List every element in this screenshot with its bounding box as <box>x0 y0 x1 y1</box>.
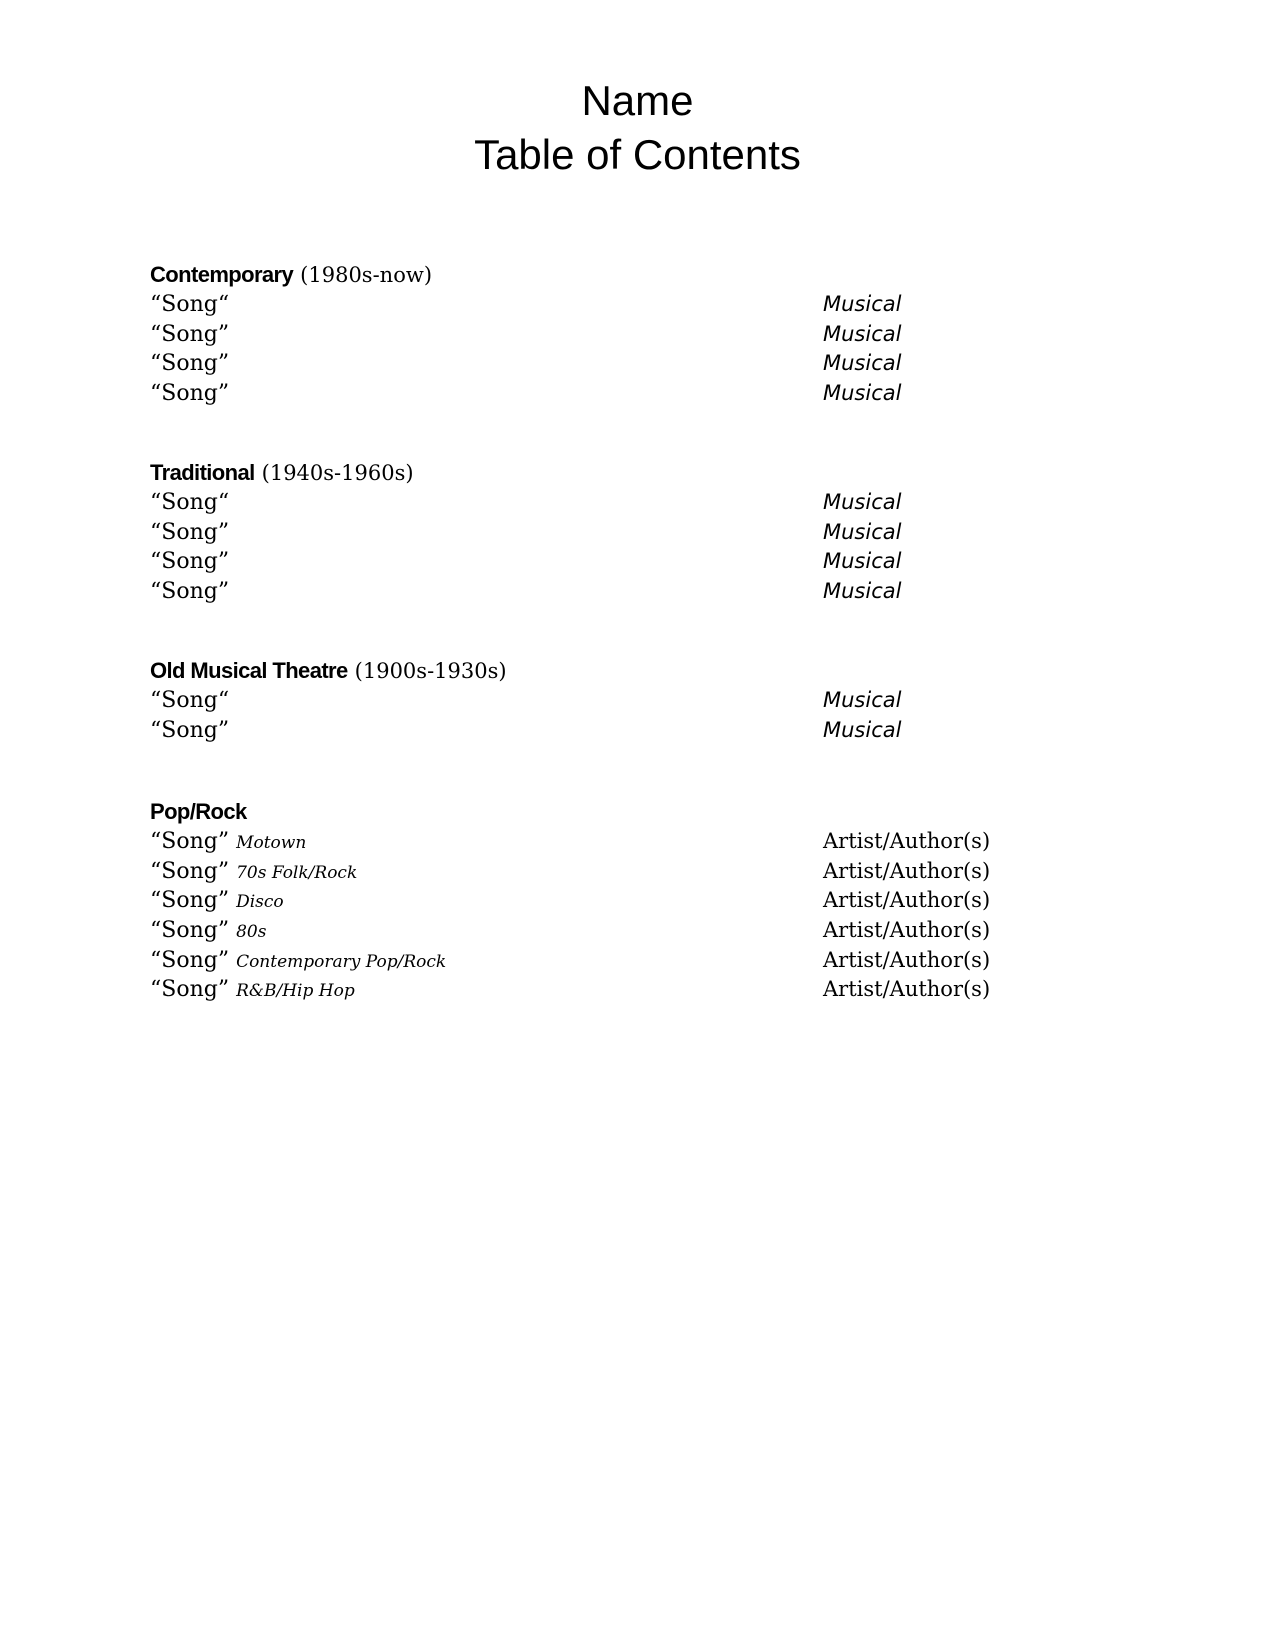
genre-label: Motown <box>236 833 307 853</box>
song-title: “Song” <box>150 519 230 545</box>
musical-name: Musical <box>823 381 902 406</box>
section-title: Traditional <box>150 460 255 485</box>
song-cell <box>150 886 284 918</box>
song-entry <box>150 857 1150 887</box>
page-title: Table of Contents <box>474 131 801 178</box>
song-title: “Song” <box>150 717 230 743</box>
musical-name: Musical <box>823 717 902 742</box>
song-entry <box>150 827 1150 857</box>
section-traditional <box>150 458 1150 607</box>
artist-name: Artist/Author(s) <box>823 858 991 883</box>
song-title: “Song” <box>150 829 230 854</box>
section-title: Pop/Rock <box>150 799 247 824</box>
musical-name: Musical <box>823 292 902 316</box>
song-entry <box>150 946 1150 976</box>
musical-name: Musical <box>823 490 902 514</box>
artist-name: Artist/Author(s) <box>823 918 991 943</box>
song-title: “Song“ <box>150 490 230 515</box>
song-entry <box>150 716 1150 746</box>
song-entry <box>150 916 1150 946</box>
song-cell <box>150 857 357 889</box>
section-range: (1980s-now) <box>300 263 433 287</box>
musical-name: Musical <box>823 519 902 544</box>
genre-label: 80s <box>236 922 267 943</box>
musical-name: Musical <box>823 321 902 346</box>
section-range: (1900s-1930s) <box>354 659 507 683</box>
musical-name: Musical <box>823 579 902 604</box>
song-entry <box>150 547 1150 577</box>
artist-name: Artist/Author(s) <box>823 977 991 1002</box>
song-entry <box>150 975 1150 1005</box>
song-entry <box>150 886 1150 916</box>
section-contemporary <box>150 260 1150 409</box>
song-entry <box>150 349 1150 379</box>
song-entry <box>150 518 1150 548</box>
song-title: “Song“ <box>150 292 230 317</box>
musical-name: Musical <box>823 549 902 574</box>
genre-label: Disco <box>236 892 284 913</box>
song-entry <box>150 320 1150 350</box>
song-entry <box>150 577 1150 607</box>
musical-name: Musical <box>823 351 902 376</box>
song-entry <box>150 379 1150 409</box>
author-name: Name <box>581 77 694 124</box>
song-title: “Song” <box>150 858 230 884</box>
song-entry <box>150 488 1150 518</box>
song-title: “Song” <box>150 888 230 914</box>
song-entry <box>150 686 1150 716</box>
section-pop-rock <box>150 797 1150 1005</box>
section-range: (1940s-1960s) <box>261 461 414 485</box>
song-title: “Song” <box>150 918 230 944</box>
genre-label: Contemporary Pop/Rock <box>236 951 447 972</box>
song-title: “Song” <box>150 947 230 973</box>
section-title: Old Musical Theatre <box>150 658 348 683</box>
song-cell <box>150 916 266 948</box>
section-title: Contemporary <box>150 262 294 287</box>
song-cell <box>150 975 355 1007</box>
song-title: “Song” <box>150 351 230 377</box>
section-heading <box>150 458 1150 488</box>
section-heading <box>150 656 1150 686</box>
song-title: “Song“ <box>150 688 230 713</box>
section-heading <box>150 260 1150 290</box>
song-cell <box>150 946 446 978</box>
song-title: “Song” <box>150 381 230 407</box>
musical-name: Musical <box>823 688 902 712</box>
song-entry <box>150 290 1150 320</box>
artist-name: Artist/Author(s) <box>823 947 991 972</box>
artist-name: Artist/Author(s) <box>823 888 991 913</box>
artist-name: Artist/Author(s) <box>823 829 991 853</box>
page-header <box>0 74 1275 182</box>
song-title: “Song” <box>150 977 230 1003</box>
song-cell <box>150 827 306 859</box>
section-heading <box>150 797 1150 827</box>
song-title: “Song” <box>150 321 230 347</box>
song-title: “Song” <box>150 549 230 575</box>
genre-label: R&B/Hip Hop <box>236 981 355 1002</box>
genre-label: 70s Folk/Rock <box>236 862 358 883</box>
section-old-musical-theatre <box>150 656 1150 745</box>
song-title: “Song” <box>150 579 230 605</box>
